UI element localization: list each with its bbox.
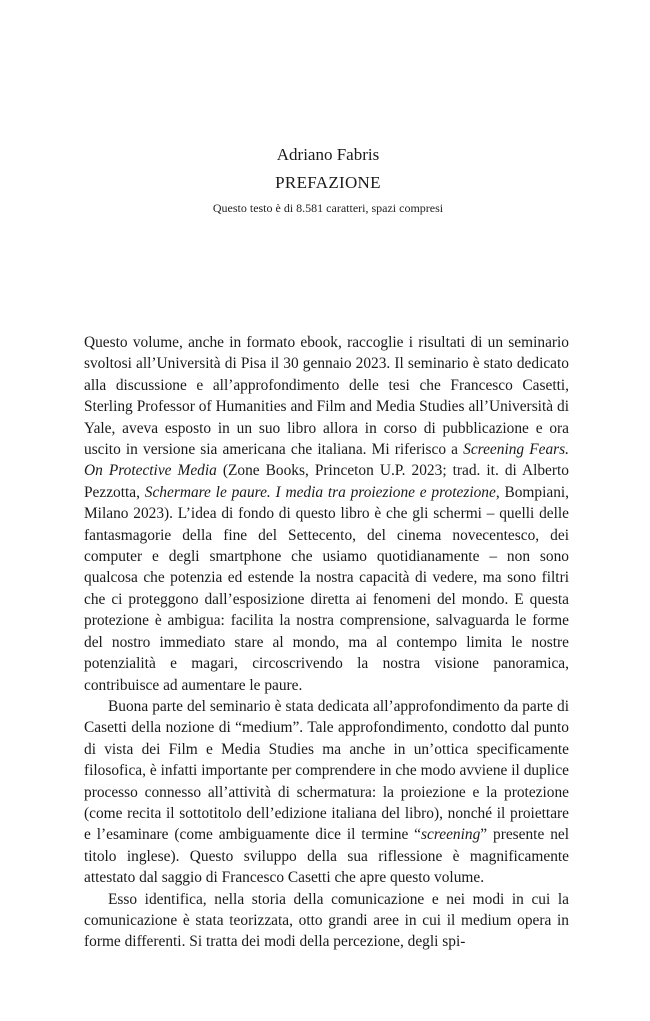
paragraph-2 <box>84 696 569 889</box>
chapter-header <box>0 143 650 217</box>
text-segment: Buona parte del seminario è stata dedicata all’approfondimento da parte di Casetti della nozione di “medium”. Tale approfondimento, condotto dal punto di vista dei Film e Media Studies ma anche in un’ottica specificamente filosofica, è infatti importante per comprendere in che modo avviene il duplice processo connesso all’attività di schermatura: la proiezione e la protezione (come recita il sottotitolo dell’edizione italiana del libro), nonché il proiettare e l’esaminare (come ambiguamente dice il termine “ <box>84 697 569 844</box>
chapter-title: PREFAZIONE <box>275 173 381 192</box>
character-count-note: Questo testo è di 8.581 caratteri, spazi compresi <box>212 201 444 215</box>
text-segment: Esso identifica, nella storia della comunicazione e nei modi in cui la comunicazione è stata teorizzata, otto grandi aree in cui il medium opera in forme differenti. Si tratta dei modi della percezione, degli spi- <box>84 890 569 951</box>
body-text <box>84 332 569 953</box>
paragraph-1 <box>84 332 569 696</box>
book-title-english: Screening Fears. On Protective Media <box>84 441 570 480</box>
text-segment: Questo volume, anche in formato ebook, raccoglie i risultati di un seminario svoltosi all’Università di Pisa il 30 gennaio 2023. Il seminario è stato dedicato alla discussione e all’approfondimento delle tesi che Francesco Casetti, Sterling Professor of Humanities and Film and Media Studies all’Università di Yale, aveva esposto in un suo libro allora in corso di pubblicazione e ora uscito in versione sia americana che italiana. Mi riferisco a <box>84 334 569 459</box>
author-name: Adriano Fabris <box>276 145 380 164</box>
book-title-italian: Schermare le paure. I media tra proiezione e protezione <box>144 483 496 501</box>
paragraph-3 <box>84 889 569 953</box>
text-segment: , Bompiani, Milano 2023). L’idea di fondo di questo libro è che gli schermi – quelli delle fantasmagorie della fine del Settecento, del cinema novecentesco, dei computer e degli smartphone che usiamo quotidianamente – non sono qualcosa che potenzia ed estende la nostra capacità di vedere, ma sono filtri che ci proteggono dall’esposizione diretta ai fenomeni del mondo. E questa protezione è ambigua: facilita la nostra comprensione, salvaguarda le forme del nostro immediato stare al mondo, ma al contempo limita le nostre potenzialità e magari, circoscrivendo la nostra visione panoramica, contribuisce ad aumentare le paure. <box>84 483 570 694</box>
text-segment: (Zone Books, Princeton U.P. 2023; trad. it. di Alberto Pezzotta, <box>84 462 569 501</box>
italic-term: screening <box>421 826 481 844</box>
text-segment: ” presente nel titolo inglese). Questo sviluppo della sua riflessione è magnificamente attestato dal saggio di Francesco Casetti che apre questo volume. <box>84 826 569 887</box>
